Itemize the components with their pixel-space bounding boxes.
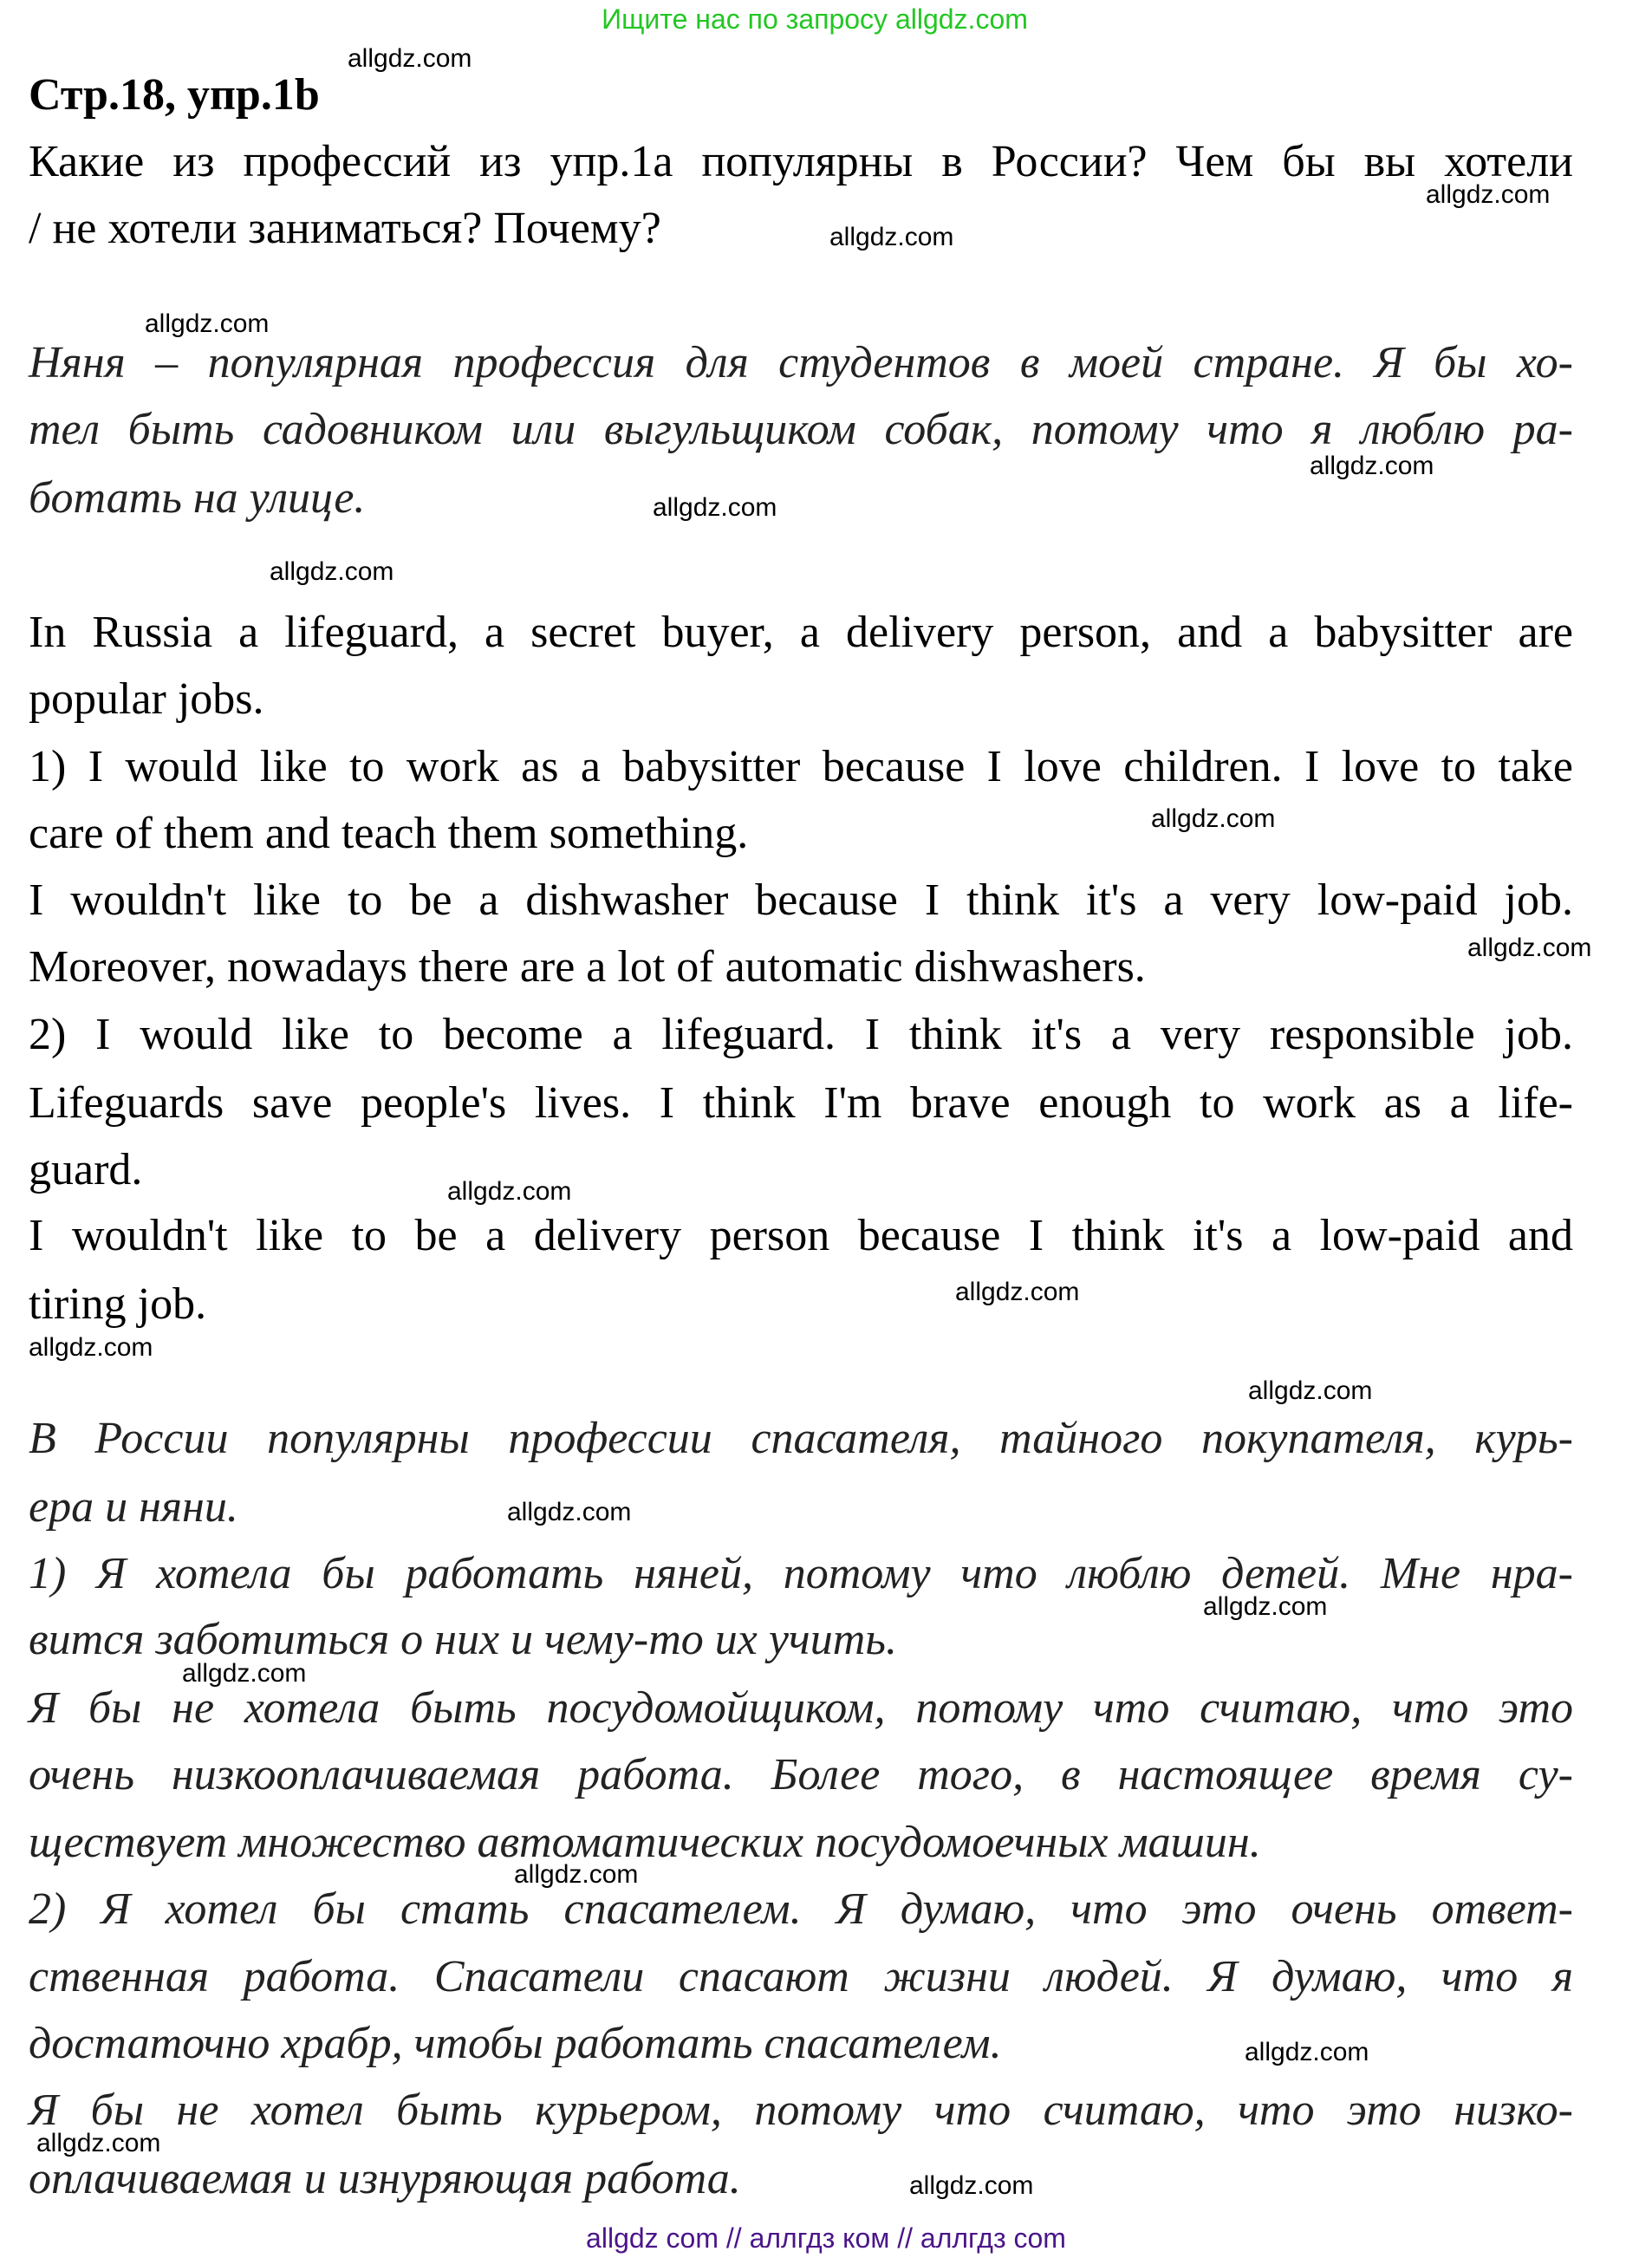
answer-ru2-line: достаточно храбр, чтобы работать спасателем. — [29, 2019, 1002, 2068]
answer-en-line: care of them and teach them something. — [29, 809, 749, 858]
answer-ru-line: тел быть садовником или выгульщиком собак, потому что я люблю ра- — [29, 405, 1573, 454]
page-title: Стр.18, упр.1b — [29, 70, 320, 120]
watermark: allgdz.com — [1426, 180, 1551, 209]
watermark: allgdz.com — [145, 309, 270, 338]
answer-ru2-line: вится заботиться о них и чему-то их учить. — [29, 1615, 897, 1664]
answer-en-line: I wouldn't like to be a delivery person because I think it's a low-paid and — [29, 1211, 1573, 1260]
answer-en-line: Moreover, nowadays there are a lot of automatic dishwashers. — [29, 942, 1146, 992]
watermark: allgdz.com — [1203, 1592, 1328, 1621]
watermark: allgdz.com — [1310, 452, 1434, 480]
answer-ru-line: Няня – популярная профессия для студентов в моей стране. Я бы хо- — [29, 338, 1573, 387]
answer-ru2-line: оплачиваемая и изнуряющая работа. — [29, 2154, 741, 2203]
answer-ru2-line: 2) Я хотел бы стать спасателем. Я думаю, что это очень ответ- — [29, 1884, 1573, 1934]
answer-ru2-line: ществует множество автоматических посудомоечных машин. — [29, 1818, 1261, 1867]
question-line: / не хотели заниматься? Почему? — [29, 204, 661, 253]
footer-banner: allgdz com // аллгдз ком // аллгдз com — [586, 2222, 1066, 2254]
answer-ru2-line: очень низкооплачиваемая работа. Более того, в настоящее время су- — [29, 1750, 1573, 1799]
question-line: Какие из профессий из упр.1a популярны в России? Чем бы вы хотели — [29, 137, 1573, 186]
watermark: allgdz.com — [653, 493, 777, 522]
watermark: allgdz.com — [1151, 804, 1276, 833]
answer-en-line: 1) I would like to work as a babysitter because I love children. I love to take — [29, 742, 1573, 791]
answer-ru2-line: ера и няни. — [29, 1482, 238, 1532]
answer-ru2-line: 1) Я хотела бы работать няней, потому что люблю детей. Мне нра- — [29, 1549, 1573, 1598]
answer-en-line: In Russia a lifeguard, a secret buyer, a delivery person, and a babysitter are — [29, 608, 1573, 657]
answer-en-line: popular jobs. — [29, 674, 264, 724]
header-banner: Ищите нас по запросу allgdz.com — [602, 3, 1028, 35]
answer-en-line: Lifeguards save people's lives. I think I'm brave enough to work as a life- — [29, 1078, 1573, 1128]
answer-ru2-line: Я бы не хотел быть курьером, потому что считаю, что это низко- — [29, 2086, 1573, 2135]
watermark: allgdz.com — [507, 1498, 632, 1526]
answer-ru-line: ботать на улице. — [29, 473, 366, 523]
watermark: allgdz.com — [29, 1333, 153, 1362]
answer-ru2-line: Я бы не хотела быть посудомойщиком, потому что считаю, что это — [29, 1683, 1573, 1733]
watermark: allgdz.com — [909, 2171, 1034, 2200]
answer-en-line: guard. — [29, 1145, 143, 1194]
watermark: allgdz.com — [829, 223, 954, 251]
watermark: allgdz.com — [182, 1659, 307, 1688]
answer-en-line: I wouldn't like to be a dishwasher because I think it's a very low-paid job. — [29, 875, 1573, 925]
watermark: allgdz.com — [270, 557, 394, 586]
answer-en-line: tiring job. — [29, 1279, 207, 1329]
watermark: allgdz.com — [955, 1278, 1080, 1306]
watermark: allgdz.com — [447, 1177, 572, 1206]
answer-en-line: 2) I would like to become a lifeguard. I think it's a very responsible job. — [29, 1010, 1573, 1059]
watermark: allgdz.com — [1245, 2038, 1369, 2066]
watermark: allgdz.com — [1248, 1376, 1373, 1405]
watermark: allgdz.com — [348, 44, 472, 73]
answer-ru2-line: ственная работа. Спасатели спасают жизни людей. Я думаю, что я — [29, 1952, 1573, 2001]
watermark: allgdz.com — [36, 2129, 161, 2157]
answer-ru2-line: В России популярны профессии спасателя, тайного покупателя, курь- — [29, 1414, 1573, 1463]
watermark: allgdz.com — [1467, 934, 1592, 962]
watermark: allgdz.com — [514, 1860, 639, 1889]
